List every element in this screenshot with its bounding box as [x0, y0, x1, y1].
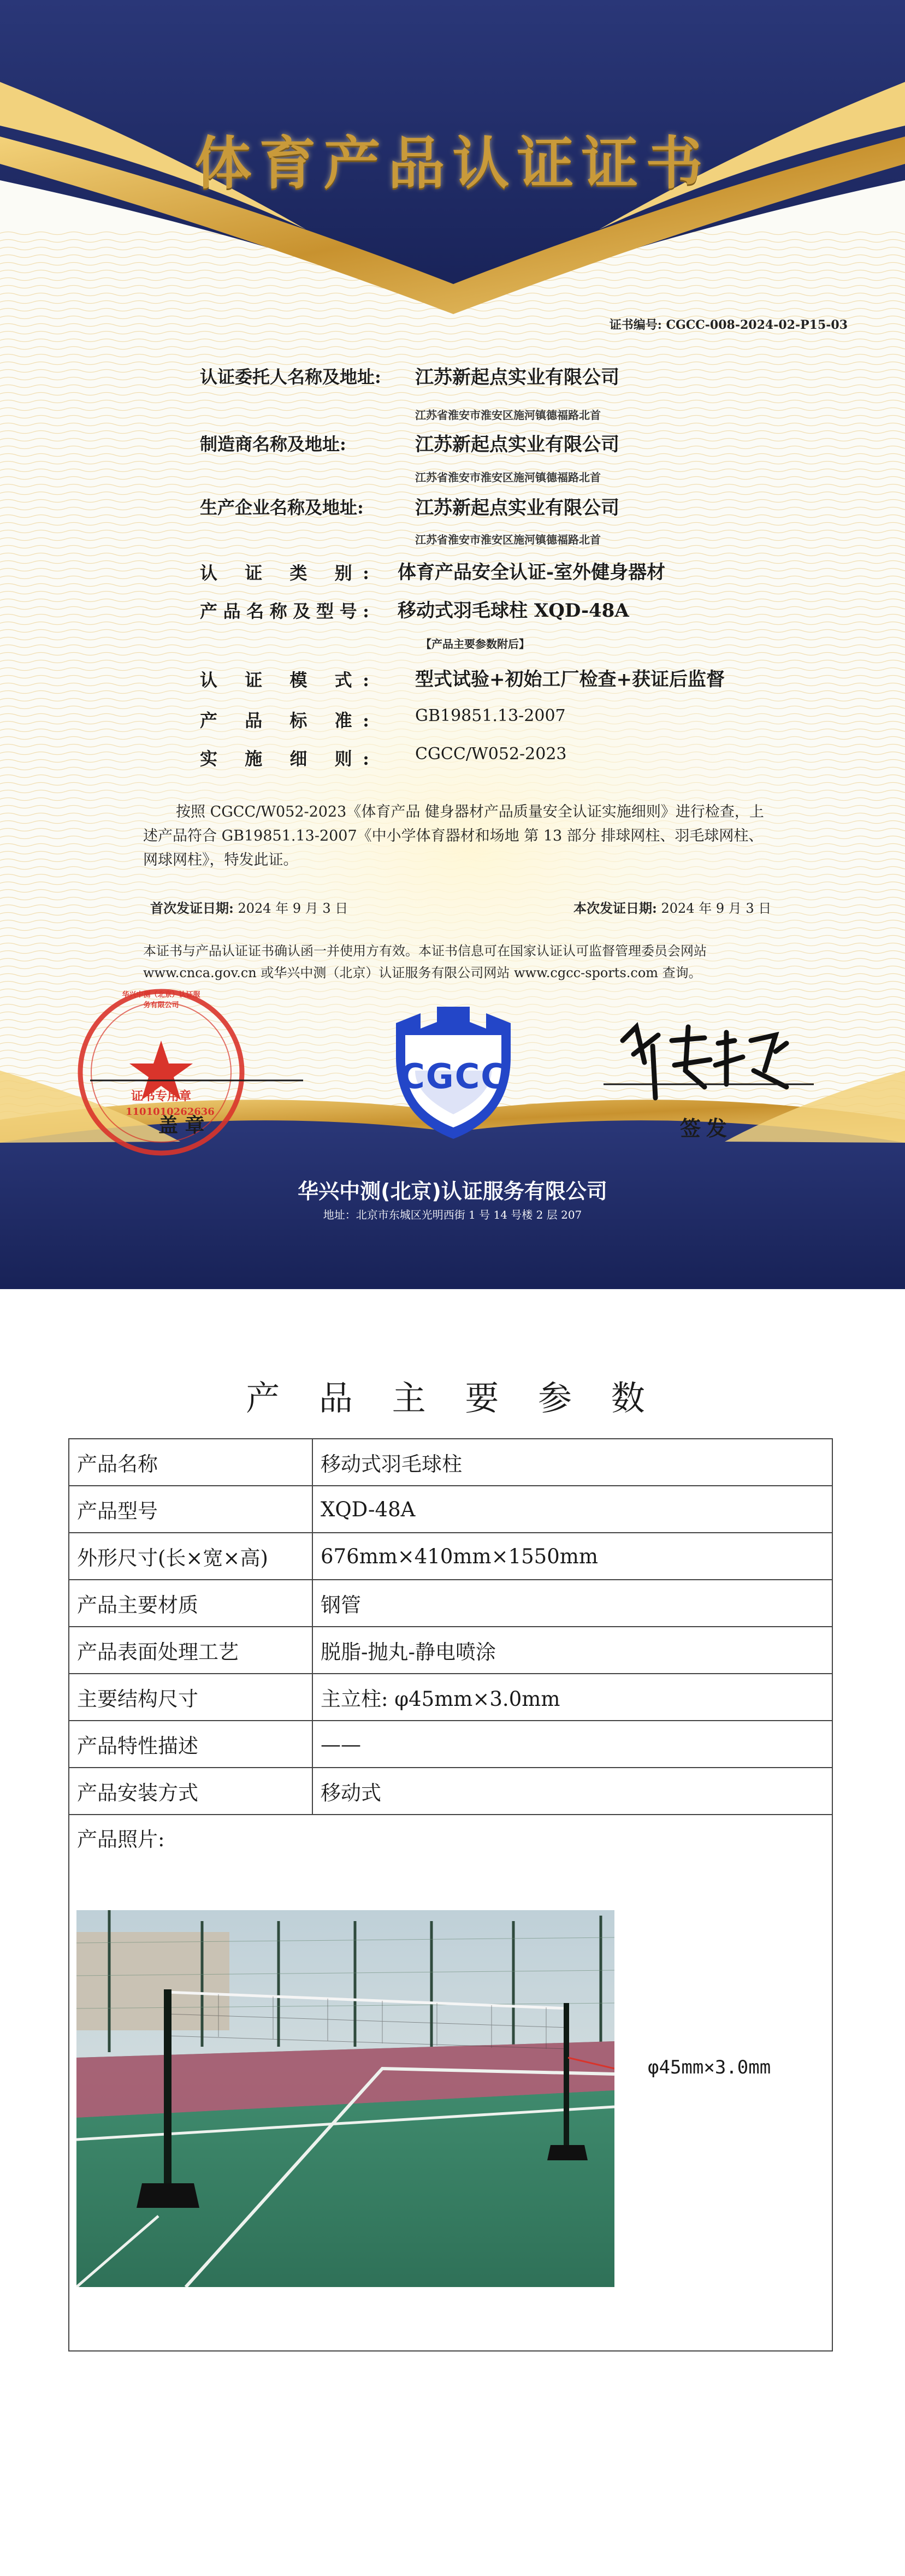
standard-value: GB19851.13-2007: [415, 706, 566, 725]
param-key: 产品名称: [69, 1439, 312, 1486]
photo-label: 产品照片:: [69, 1815, 832, 2351]
signature-text: [617, 1000, 653, 1017]
seal-org-text: 华兴中测（北京）认证服务有限公司: [122, 991, 200, 1009]
param-value: 移动式羽毛球柱: [312, 1439, 832, 1486]
table-row: [69, 1768, 832, 1815]
first-issue-value: 2024 年 9 月 3 日: [238, 901, 348, 916]
product-value: 移动式羽毛球柱 XQD-48A: [398, 600, 629, 622]
category-label: 认 证 类 别:: [200, 563, 369, 583]
category-value: 体育产品安全认证-室外健身器材: [398, 562, 666, 583]
manufacturer-label: 制造商名称及地址:: [200, 434, 346, 454]
param-key: 产品型号: [69, 1486, 312, 1533]
producer-label: 生产企业名称及地址:: [200, 497, 364, 518]
param-key: 外形尺寸(长×宽×高): [69, 1533, 312, 1580]
param-value: 676mm×410mm×1550mm: [312, 1533, 832, 1580]
mode-value: 型式试验+初始工厂检查+获证后监督: [415, 669, 725, 690]
sign-label: 签发: [680, 1116, 733, 1141]
manufacturer-address: 江苏省淮安市淮安区施河镇德福路北首: [415, 471, 601, 484]
certificate-title: 体育产品认证证书: [194, 130, 711, 197]
client-label: 认证委托人名称及地址:: [200, 367, 381, 387]
param-key: 产品安装方式: [69, 1768, 312, 1815]
first-issue-label: 首次发证日期:: [150, 900, 234, 916]
product-photo: [76, 1910, 614, 2287]
params-title: 产 品 主 要 参 数: [246, 1378, 659, 1418]
cgcc-logo-text: CGCC: [400, 1056, 507, 1096]
producer-name: 江苏新起点实业有限公司: [415, 497, 619, 519]
param-key: 主要结构尺寸: [69, 1674, 312, 1721]
product-label: 产品名称及型号:: [200, 601, 369, 622]
certificate-disclaimer: 本证书与产品认证证书确认函一并使用方有效。本证书信息可在国家认证认可监督管理委员会网站 www.cnca.gov.cn 或华兴中测（北京）认证服务有限公司网站 www.cgcc-sports.com 查询。: [143, 943, 707, 980]
param-key: 产品特性描述: [69, 1721, 312, 1768]
param-key: 产品表面处理工艺: [69, 1627, 312, 1674]
mode-label: 认 证 模 式:: [200, 670, 369, 690]
params-note: 【产品主要参数附后】: [421, 637, 530, 651]
issuer-address: 地址：北京市东城区光明西街 1 号 14 号楼 2 层 207: [323, 1208, 582, 1221]
manufacturer-name: 江苏新起点实业有限公司: [415, 434, 619, 456]
table-row: [69, 1674, 832, 1721]
table-row: [69, 1486, 832, 1533]
client-address: 江苏省淮安市淮安区施河镇德福路北首: [415, 409, 601, 422]
table-row: [69, 1439, 832, 1486]
param-key: 产品主要材质: [69, 1580, 312, 1627]
seal-label: 盖 章: [158, 1114, 205, 1137]
param-value: ——: [312, 1721, 832, 1768]
client-name: 江苏新起点实业有限公司: [415, 367, 619, 388]
param-value: 钢管: [312, 1580, 832, 1627]
param-value: XQD-48A: [312, 1486, 832, 1533]
param-value: 脱脂-抛丸-静电喷涂: [312, 1627, 832, 1674]
photo-dimension-annotation: φ45mm×3.0mm: [648, 2057, 771, 2078]
certificate-body: 按照 CGCC/W052-2023《体育产品 健身器材产品质量安全认证实施细则》进行检查，上述产品符合 GB19851.13-2007《中小学体育器材和场地 第 13 部分 排球网柱、羽毛球网柱、网球网柱》，特发此证。: [143, 803, 764, 868]
standard-label: 产 品 标 准:: [200, 710, 369, 731]
this-issue-label: 本次发证日期:: [573, 900, 657, 916]
seal-inner-text: 证书专用章: [131, 1089, 191, 1103]
certificate-number: 证书编号: CGCC-008-2024-02-P15-03: [609, 318, 848, 332]
first-issue-date: [150, 897, 348, 917]
rules-label: 实 施 细 则:: [200, 748, 369, 769]
rules-value: CGCC/W052-2023: [415, 745, 567, 764]
param-value: 主立柱: φ45mm×3.0mm: [312, 1674, 832, 1721]
this-issue-value: 2024 年 9 月 3 日: [661, 901, 772, 916]
seal-code: 1101010262636: [126, 1106, 215, 1118]
table-row: [69, 1580, 832, 1627]
this-issue-date: [573, 897, 771, 917]
issuer-name: 华兴中测(北京)认证服务有限公司: [298, 1179, 607, 1203]
param-value: 移动式: [312, 1768, 832, 1815]
table-row: [69, 1721, 832, 1768]
table-row: [69, 1627, 832, 1674]
table-row: [69, 1533, 832, 1580]
producer-address: 江苏省淮安市淮安区施河镇德福路北首: [415, 533, 601, 546]
